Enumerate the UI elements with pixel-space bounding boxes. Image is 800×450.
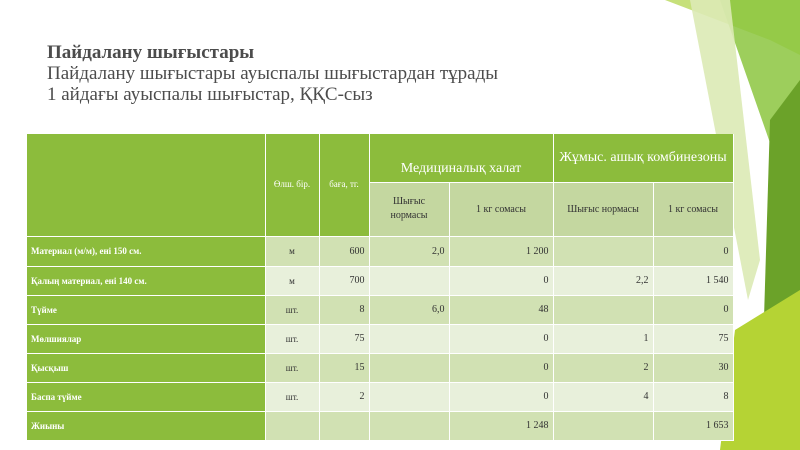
total-sum-2: 1 653 <box>653 411 733 440</box>
table-row <box>27 266 733 295</box>
expenses-table <box>27 134 734 441</box>
table-row <box>27 295 733 324</box>
row-norm-2 <box>553 295 653 324</box>
header-sum-2: 1 кг сомасы <box>653 182 733 236</box>
header-blank-cell <box>27 134 265 236</box>
row-name: Қысқыш <box>27 353 265 382</box>
slide-title-block <box>47 42 607 105</box>
row-name: Мөлшиялар <box>27 324 265 353</box>
row-price: 75 <box>319 324 369 353</box>
slide-subtitle-2: 1 айдағы ауыспалы шығыстар, ҚҚС-сыз <box>47 84 373 105</box>
row-unit: шт. <box>265 353 319 382</box>
row-sum-1: 48 <box>449 295 553 324</box>
row-sum-2: 1 540 <box>653 266 733 295</box>
row-sum-2: 30 <box>653 353 733 382</box>
slide-subtitle-1: Пайдалану шығыстары ауыспалы шығыстардан тұрады <box>47 63 499 84</box>
row-norm-1 <box>369 382 449 411</box>
header-medical-gown: Медициналық халат <box>369 134 553 182</box>
row-norm-2: 2,2 <box>553 266 653 295</box>
row-norm-2 <box>553 236 653 266</box>
row-norm-1 <box>369 353 449 382</box>
row-sum-1: 0 <box>449 353 553 382</box>
table-header-row-1 <box>27 134 733 182</box>
row-norm-2: 4 <box>553 382 653 411</box>
header-norm-2: Шығыс нормасы <box>553 182 653 236</box>
row-sum-1: 0 <box>449 382 553 411</box>
table-row <box>27 324 733 353</box>
row-sum-1: 0 <box>449 324 553 353</box>
total-sum-1: 1 248 <box>449 411 553 440</box>
row-unit: шт. <box>265 382 319 411</box>
table-row <box>27 236 733 266</box>
row-norm-1 <box>369 266 449 295</box>
table-row <box>27 353 733 382</box>
header-norm-1: Шығыс нормасы <box>369 182 449 236</box>
row-unit <box>265 411 319 440</box>
row-price: 15 <box>319 353 369 382</box>
row-norm-2: 2 <box>553 353 653 382</box>
row-norm-1: 6,0 <box>369 295 449 324</box>
row-sum-2: 0 <box>653 236 733 266</box>
header-unit: Өлш. бір. <box>265 134 319 236</box>
row-norm-2 <box>553 411 653 440</box>
table-total-row <box>27 411 733 440</box>
row-name: Материал (м/м), ені 150 см. <box>27 236 265 266</box>
total-label: Жиыны <box>27 411 265 440</box>
row-unit: шт. <box>265 295 319 324</box>
row-sum-2: 75 <box>653 324 733 353</box>
slide-title: Пайдалану шығыстары <box>47 42 255 63</box>
row-sum-1: 1 200 <box>449 236 553 266</box>
header-work-overalls: Жұмыс. ашық комбинезоны <box>553 134 733 182</box>
table-row <box>27 382 733 411</box>
row-unit: м <box>265 266 319 295</box>
row-name: Түйме <box>27 295 265 324</box>
row-name: Қалың материал, ені 140 см. <box>27 266 265 295</box>
row-price: 600 <box>319 236 369 266</box>
row-norm-1 <box>369 411 449 440</box>
row-price: 2 <box>319 382 369 411</box>
row-sum-2: 8 <box>653 382 733 411</box>
row-norm-1: 2,0 <box>369 236 449 266</box>
row-sum-2: 0 <box>653 295 733 324</box>
row-norm-2: 1 <box>553 324 653 353</box>
header-sum-1: 1 кг сомасы <box>449 182 553 236</box>
row-norm-1 <box>369 324 449 353</box>
row-sum-1: 0 <box>449 266 553 295</box>
header-price: баға, тг. <box>319 134 369 236</box>
row-unit: шт. <box>265 324 319 353</box>
row-unit: м <box>265 236 319 266</box>
row-price: 8 <box>319 295 369 324</box>
row-name: Баспа түйме <box>27 382 265 411</box>
row-price: 700 <box>319 266 369 295</box>
row-price <box>319 411 369 440</box>
